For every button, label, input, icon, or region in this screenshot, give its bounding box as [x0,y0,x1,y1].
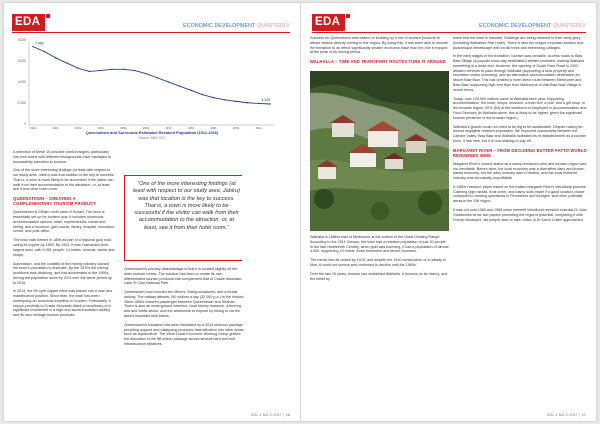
x-tick-label: 1911 [29,126,37,130]
magazine-spread [4,3,596,421]
chart-title: Queenstown and Surrounds Estimated Resident Population (1911-2016) [85,130,219,135]
paragraph: Walhalla is 188km east of Melbourne at the bottom of the Great Dividing Range. According to the 2011 Census, the town had a resident population of just 20 people. In the late Nineteenth Century, when gold was booming, it had a population of almost 4,000, supporting 10 hotels, three breweries and seven churches. [310,235,449,254]
data-point [258,103,259,104]
data-point [100,70,101,71]
paragraph: Success for Queenstown was based on building up a mix of tourism products to attract visitors directly coming to the region. By doing this, it has been able to smooth the transition to an effect significantly smaller economic base than the one it enjoyed at the peak of its mining period. [310,36,449,55]
left-column-2 [124,267,244,351]
data-point [179,85,180,86]
x-tick-label: 1931 [74,126,82,130]
right-column-1-top [310,36,449,68]
paragraph: some that the town is haunted. Buildings are being restored to their early glory (including Walhalla's Star Hotel). There is also the unique mountain location and picturesque streetscape with exotic trees and interesting cottages. [453,36,584,50]
x-tick-label: 1971 [165,126,172,130]
page-27 [300,3,596,421]
paragraph: It was not until 1965 and 1966 when eminent viticultural research scientist Dr John Gladstones wrote two papers promoting the region's potential, comparing it with French Bordeaux, did people start to take notice. A Dr Kevin Cullen approached [453,208,588,222]
publication-header [479,23,586,29]
logo-square [46,14,50,18]
logo-square [346,14,350,18]
paragraph: Margaret River's current status as a world-renowned wine and tourism region was not inevitable. Before wine, the local economy was a diversified dairy and timber-based economy, but the dairy industry was in decline, and the local butterfat industry was chronically unprofitable. [453,161,587,180]
publication-header [183,23,290,29]
page-footer: VOL 1 NO.2 2017 | 26 [250,413,290,417]
right-column-2 [453,36,589,227]
data-label: 7,466 [35,41,44,46]
right-column-1-bottom [310,235,449,286]
hillside-town-illustration [310,71,449,231]
y-tick-label: 0 [24,122,26,126]
x-tick-label: 1951 [120,126,127,130]
paragraph: The mines had all closed by 1915, and despite the 1910 construction of a railway to Moe, it could not survive and continued to decline until the 1960s. [310,258,447,267]
left-column-1 [13,150,115,322]
y-tick-label: 8,000 [18,38,26,42]
header-main: ECONOMIC DEVELOPMENT [479,23,552,29]
data-point [235,101,236,102]
paragraph: The town was formed in 1896 as part of a regional gold rush, owing its copper by 1893. By 1901, it was Tasmania's third largest town, with 5,051 people, 14 hotels, schools, banks and shops. [13,238,115,257]
eda-logo [312,14,345,31]
data-point [55,57,56,58]
paragraph: Today, over 100,000 visitors come to Walhalla each year, supporting accommodation, the hotel, shops, museum, a train line, a pub, and a gift shop. In the broader region, 20% (64) of the workforce is employed in Accommodation and Food Services (in Walhalla alone, this is likely to be higher, given the significant tourism presence in the broader region). [453,96,587,120]
data-point [190,90,191,91]
eda-logo [12,14,45,31]
data-point [77,68,78,69]
pull-quote: “One of the more interesting findings (at least with respect to our study area, Jabiru) was that location is the key to success. That is, a town is more likely to be successful if the visitor can walk from their accommodation to the attraction, or, at least, see it from their hotel room.” [124,175,242,261]
y-tick-label: 4,000 [18,80,26,84]
logo-text: EDA [315,16,341,28]
header-rule [12,32,290,33]
y-tick-label: 2,000 [18,101,26,105]
chart-source: Source: ABS 2017 [138,136,166,140]
x-tick-label: 1961 [142,126,150,130]
paragraph: Queenstown's primary disadvantage is that it is located slightly off the main tourism routes. The solution has been to create its own differentiated tourism products that complement that of Cradle Mountain-Lake St Clair National Park. [124,267,243,286]
data-point [156,77,157,78]
x-tick-label: 1991 [210,126,217,130]
data-point [123,69,124,70]
data-point [134,70,135,71]
x-tick-label: 1981 [187,126,195,130]
data-point [224,99,225,100]
paragraph: In 2014, the Mt Lyell copper mine was placed into a care and maintenance position. Since then, the town has been undergoing an economic transition to tourism. Fortunately, it enjoys proximity to Cradle Mountain (itself a beneficiary of a significant investment in a high-end accommodation facility) and its own heritage tourism products. [13,289,113,318]
page-footer: VOL 1 NO.2 2017 | 27 [546,413,586,417]
paragraph: A 1960s research paper based on the trialled Margaret River's viticultural promise. Claiming high rainfall, frost cover, and loamy soils made it a good location choice compared to existing operations in Pemberton and Mudgee, and other potential areas in the SW region. [453,184,587,204]
paragraph: Automation, and the volatility of the mining industry caused the town's population to fluctuate. By the 1970s the mining workforce was declining, and this accelerated in the 1990s, driving the population down by 43% over the same period up to 2016. [13,261,113,285]
data-point [44,51,45,52]
data-point [89,71,90,72]
data-point [168,81,169,82]
paragraph: Over the last 20 years, tourism has revitalised Walhalla. It focuses on its history, and the belief by [310,271,448,281]
x-tick-label: 1921 [52,126,59,130]
x-tick-label: 1941 [97,126,104,130]
data-point [111,69,112,70]
paragraph: In the early stages of the transition, tourism was unviable. Access roads to Baw Baw Village (a popular snow-day destination) remain unsealed, making Walhalla something of a dead end. However, the opening of South Face Road in 2009 allowed vehicles to pass through Walhalla (supporting a rural property and recreation visitor economy), and an alternative accommodation destination for Mount Baw Baw. This has created a more direct route between Melbourne and Baw Baw, supporting high-end trips from Melbourne to visit Baw Baw Village in recent times. [453,54,584,92]
population-chart [12,39,292,143]
data-point [202,94,203,95]
y-tick-label: 6,000 [18,59,26,63]
section-heading-margaret-river: MARGARET RIVER – FROM DECLINING BUTTER FATTO WORLD-RENOWNED WINE [453,147,589,158]
data-point [32,46,33,47]
header-rule [312,32,586,33]
paragraph: Queenstown's transition has been facilitated by a 2014 stimulus package providing support and catalysing economic diversification into other areas such as aquaculture. The West Coast Economic Working Group guided the allocation of the $8 million package across several hard and soft infrastructure initiatives. [124,322,244,346]
data-point [213,97,214,98]
header-main: ECONOMIC DEVELOPMENT [183,23,256,29]
section-heading-queenstown: QUEENSTOWN – CREATING A COMPLEMENTARY TOURISM PRODUCT [13,196,96,207]
paragraph: Queenstown now includes the Miners' Siding sculptures, and a tourist railway. The railway attracts 140 visitors a day (32,000 p.a.) to the historic 35km 1890s restored passenger between Queenstown and Strahan. There is also an underground interface, local history museum, a thriving arts and crafts sector, and the wilderness to explore by hiking or via the area's mountain bike tracks. [124,290,244,318]
paragraph: Walhalla's growth could not need to be big to be sustainable. Despite having an almost negligible resident population, the improved connectivity between the Latrobe Valley, Baw Baw and Walhalla facilitated its re-establishment as a tourism town. It has time, but it is now starting to pay off. [453,124,587,143]
data-point [66,62,67,63]
paragraph: A selection of these 10 possible useful insights, particularly into how towns with different backgrounds have managed to successfully transition to tourism. [13,150,111,164]
data-label: 4,425 [261,98,270,102]
data-point [247,102,248,103]
series-line [32,42,270,105]
paragraph: Queenstown is 260km north west of Hobart. The town is essentially set up for tourism now. It includes numerous accommodation options, retail, supermarkets, banks and dining, and a museum, golf course, library, hospital, recreation centre, and post office. [13,210,115,234]
population-series-line [33,47,270,104]
walhalla-photo [310,71,449,231]
header-quarterly: QUARTERLY [256,23,290,29]
logo-text: EDA [15,16,41,28]
data-point [145,73,146,74]
chart-plot [12,39,292,143]
data-point [269,103,270,104]
x-tick-label: 2001 [232,126,240,130]
page-26 [4,3,300,421]
section-heading-walhalla: WALHALLA – TIME AND TRANSPORT ROUTES TURN IT AROUND [310,59,446,65]
header-quarterly: QUARTERLY [552,23,586,29]
paragraph: One of the more interesting findings (at least with respect to our study area, Jabiru) was that location is the key to success. That is, a town is more likely to be successful if the visitor can walk from their accommodation to the attraction, or, at least, see it from their hotel room. [13,168,115,192]
x-tick-label: 2011 [255,126,262,130]
